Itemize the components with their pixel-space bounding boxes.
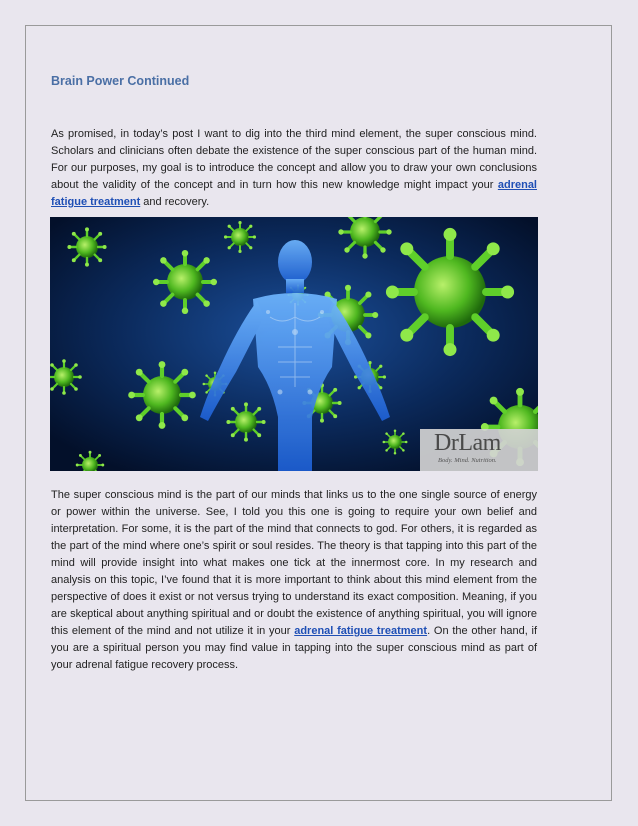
paragraph-intro: [51, 126, 537, 211]
paragraph-intro-text: As promised, in today’s post I want to dig into the third mind element, the super conscious mind. Scholars and clinicians often debate the existence of the super conscious part of the human mind. For our purposes, my goal is to introduce the concept and allow you to draw your own conclusions about the validity of the concept and in turn how this new knowledge might impact your: [51, 128, 537, 191]
article-title: Brain Power Continued: [51, 74, 190, 88]
logo-text: DrLam: [434, 430, 501, 456]
adrenal-fatigue-link-2[interactable]: adrenal fatigue treatment: [294, 625, 428, 637]
paragraph-super-conscious-end: . On the other hand, if you are a spiritual person you may find value in tapping into the super conscious mind as part of your adrenal fatigue recovery process.: [51, 625, 538, 671]
paragraph-super-conscious-text: The super conscious mind is the part of our minds that links us to the one single source of energy or power within the universe. See, I told you this one is going to require your own belief and interpretation. For some, it is the part of the mind that connects to god. For others, it is regarded as the part of the mind where one’s spirit or soul resides. The theory is that tapping into this part of the mind will provide insight into what makes one tick at the innermost core. In my research and analysis on this topic, I’ve found that it is more important to think about this mind element from the perspective of does it exist or not versus trying to understand its exact composition. Meaning, if you are skeptical about anything spiritual and or doubt the existence of anything spiritual, you will ignore this element of the mind and not utilize it in your: [51, 489, 537, 637]
paragraph-intro-end: and recovery.: [140, 196, 210, 208]
paragraph-super-conscious: [51, 487, 537, 674]
adrenal-fatigue-link[interactable]: adrenal fatigue treatment: [51, 179, 537, 208]
drlam-logo: [420, 429, 538, 471]
hero-image: [50, 217, 538, 471]
logo-tagline: Body. Mind. Nutrition.: [438, 457, 497, 464]
